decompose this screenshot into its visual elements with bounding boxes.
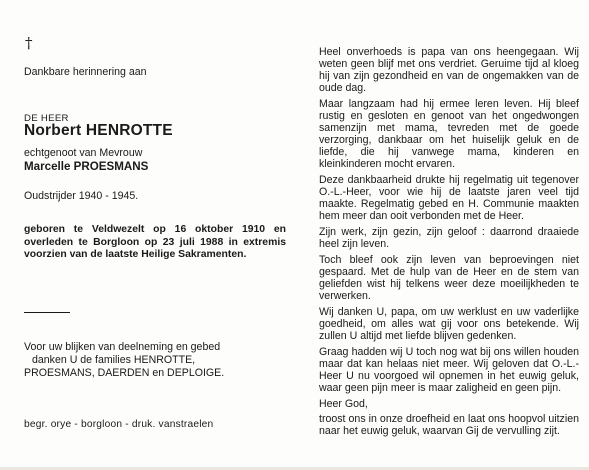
paragraph: Heer God, [319, 398, 368, 410]
thanks-line: Voor uw blijken van deelneming en gebed [24, 341, 221, 353]
gratitude-line: Dankbare herinnering aan [24, 66, 147, 78]
paragraph: Wij danken U, papa, om uw werklust en uw vaderlijke goedheid, om alles wat gij voor ons betekende. Wij zullen U altijd met liefde blijven gedenken. [319, 306, 579, 342]
paragraph: Heel onverhoeds is papa van ons heengegaan. Wij weten geen blijf met ons verdriet. Geruime tijd al kloeg hij van zijn gezondheid en van de ongemakken van de oude dag. [319, 46, 579, 94]
paragraph: Maar langzaam had hij ermee leren leven. Hij bleef rustig en gesloten en genoot van het ongedwongen samenzijn met mama, tevreden met de goede verzorging, dankbaar om het huiselijk geluk en de liefde, die hij vanwege mama, kinderen en kleinkinderen mocht ervaren. [319, 98, 579, 170]
spouse-label: echtgenoot van Mevrouw [24, 147, 143, 159]
paragraph: Deze dankbaarheid drukte hij regelmatig uit tegenover O.-L.-Heer, voor wie hij de laatste jaren veel tijd maakte. Regelmatig gebed en H. Communie maakten hem meer dan ooit verbonden met de Heer. [319, 174, 579, 222]
cross-icon: † [25, 34, 33, 52]
printer-line: begr. orye - borgloon - druk. vanstraelen [24, 419, 214, 430]
paragraph: troost ons in onze droefheid en laat ons hoopvol uitzien naar het euwig geluk, waarvan Gij de vervulling zijt. [319, 413, 579, 437]
spouse-name: Marcelle PROESMANS [24, 160, 149, 173]
veteran-line: Oudstrijder 1940 - 1945. [24, 190, 139, 202]
memorial-text [319, 46, 579, 441]
birth-death-text: geboren te Veldwezelt op 16 oktober 1910 en overleden te Borgloon op 23 juli 1988 in extremis voorzien van de laatste Heilige Sakramenten. [24, 224, 286, 260]
thanks-line: danken U de families HENROTTE, [32, 354, 196, 366]
paragraph: Graag hadden wij U toch nog wat bij ons willen houden maar dat kan helaas niet meer. Wij geloven dat O.-L.-Heer U nu voorgoed wil opnemen in het euwig geluk, waar geen pijn meer is maar zaligheid en geen pijn. [319, 346, 579, 394]
paragraph: Toch bleef ook zijn leven van beproevingen niet gespaard. Met de hulp van de Heer en de stem van geliefden wist hij telkens weer deze moeilijkheden te verwerken. [319, 254, 579, 302]
thanks-block [24, 341, 286, 380]
divider [24, 312, 70, 313]
title-de-heer: DE HEER [24, 113, 69, 124]
thanks-line: PROESMANS, DAERDEN en DEPLOIGE. [24, 367, 225, 379]
deceased-name: Norbert HENROTTE [24, 122, 173, 139]
paragraph: Zijn werk, zijn gezin, zijn geloof : daarrond draaiede heel zijn leven. [319, 226, 579, 250]
